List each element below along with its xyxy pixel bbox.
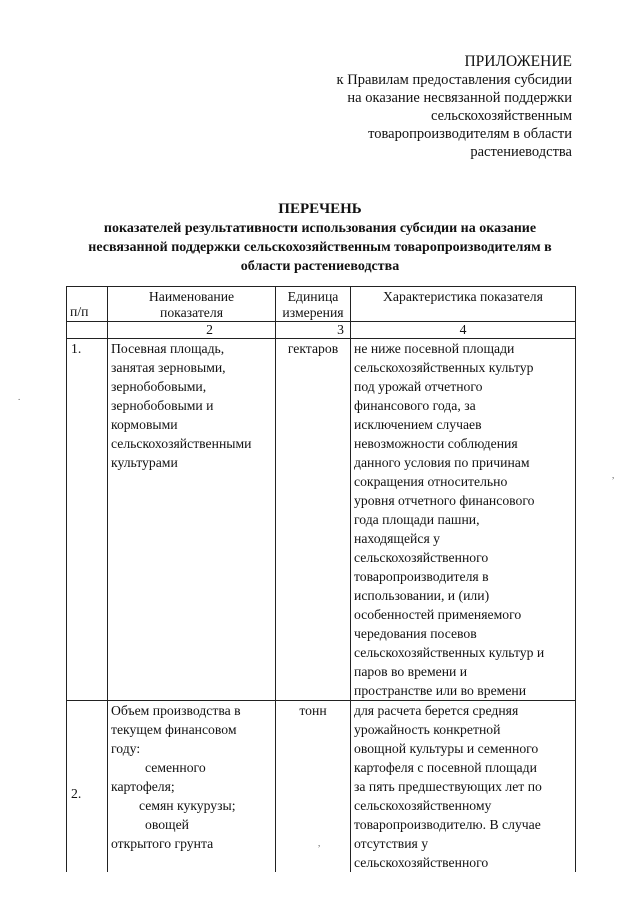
column-number <box>67 322 108 339</box>
row-name-line: кормовыми <box>111 417 178 432</box>
row-desc-line: чередования посевов <box>354 626 477 641</box>
appendix-line: товаропроизводителям в области <box>368 126 572 142</box>
header-num: п/п <box>67 287 108 322</box>
row-desc-line: товаропроизводителя в <box>354 569 489 584</box>
row-name-line: году: <box>111 741 141 756</box>
appendix-heading: ПРИЛОЖЕНИЕ <box>464 53 572 70</box>
column-numbers-row <box>67 322 576 339</box>
appendix-line: растениеводства <box>470 144 572 160</box>
row-desc <box>351 701 576 873</box>
row-desc-line: сельскохозяйственного <box>354 550 489 565</box>
row-desc-line: отсутствия у <box>354 836 429 851</box>
row-desc-line: урожайность конкретной <box>354 722 501 737</box>
row-desc-line: особенностей применяемого <box>354 607 522 622</box>
row-desc-line: сельскохозяйственных культур <box>354 360 534 375</box>
row-desc-line: для расчета берется средняя <box>354 703 519 718</box>
row-desc-line: сельскохозяйственных культур и <box>354 645 545 660</box>
title-sub-line: области растениеводства <box>240 259 400 274</box>
table-row <box>67 339 576 701</box>
row-name-line: картофеля; <box>111 779 175 794</box>
row-desc-line: уровня отчетного финансового <box>354 493 535 508</box>
row-desc-line: сокращения относительно <box>354 474 508 489</box>
row-desc-line: сельскохозяйственного <box>354 855 489 870</box>
row-desc-line: исключением случаев <box>354 417 482 432</box>
row-desc-line: под урожай отчетного <box>354 379 483 394</box>
row-name <box>108 701 276 873</box>
appendix-line: на оказание несвязанной поддержки <box>347 90 572 106</box>
row-unit: тонн <box>276 701 351 873</box>
row-name <box>108 339 276 701</box>
row-unit: гектаров <box>276 339 351 701</box>
row-name-line: зернобобовыми, <box>111 379 207 394</box>
row-name-line: текущем финансовом <box>111 722 237 737</box>
appendix-line: сельскохозяйственным <box>430 108 572 124</box>
row-name-line: Посевная площадь, <box>111 341 225 356</box>
row-desc-line: за пять предшествующих лет по <box>354 779 542 794</box>
column-number: 3 <box>276 322 351 339</box>
row-desc-line: невозможности соблюдения <box>354 436 518 451</box>
row-desc-line: товаропроизводителю. В случае <box>354 817 541 832</box>
row-desc-line: картофеля с посевной площади <box>354 760 537 775</box>
title-sub-line: показателей результативности использования субсидии на оказание <box>103 221 537 236</box>
row-name-line: Объем производства в <box>111 703 241 718</box>
appendix-block <box>242 52 572 161</box>
title-main: ПЕРЕЧЕНЬ <box>278 201 362 217</box>
row-number: 1. <box>67 339 108 701</box>
row-desc <box>351 339 576 701</box>
row-desc-line: пространстве или во времени <box>354 683 527 698</box>
scan-speck: . <box>18 392 21 402</box>
row-desc-line: сельскохозяйственному <box>354 798 492 813</box>
row-desc-line: года площади пашни, <box>354 512 480 527</box>
table-row <box>67 701 576 873</box>
header-name-line: Наименование <box>148 289 235 304</box>
row-desc-line: находящейся у <box>354 531 441 546</box>
header-unit-line: измерения <box>282 305 344 320</box>
header-name-line: показателя <box>160 305 223 320</box>
row-desc-line: данного условия по причинам <box>354 455 530 470</box>
row-name-line: открытого грунта <box>111 836 214 851</box>
table-header-row <box>67 287 576 322</box>
column-number: 4 <box>351 322 576 339</box>
row-desc-line: паров во времени и <box>354 664 468 679</box>
row-name-line: семенного <box>145 760 206 775</box>
header-desc: Характеристика показателя <box>351 287 576 322</box>
header-name <box>108 287 276 322</box>
header-unit-line: Единица <box>287 289 339 304</box>
row-desc-line: овощной культуры и семенного <box>354 741 539 756</box>
indicators-table <box>66 286 576 872</box>
row-desc-line: финансового года, за <box>354 398 476 413</box>
row-name-line: зернобобовыми и <box>111 398 214 413</box>
row-number: 2. <box>67 701 108 873</box>
row-desc-line: использовании, и (или) <box>354 588 490 603</box>
scan-speck: , <box>612 470 615 480</box>
document-title <box>40 200 600 276</box>
row-name-line: культурами <box>111 455 178 470</box>
row-name-line: сельскохозяйственными <box>111 436 252 451</box>
header-unit <box>276 287 351 322</box>
column-number: 2 <box>108 322 276 339</box>
scan-speck: , <box>318 838 321 848</box>
row-name-line: овощей <box>145 817 189 832</box>
appendix-line: к Правилам предоставления субсидии <box>336 72 572 88</box>
row-name-line: семян кукурузы; <box>139 798 236 813</box>
title-sub-line: несвязанной поддержки сельскохозяйственным товаропроизводителям в <box>88 240 552 255</box>
row-desc-line: не ниже посевной площади <box>354 341 515 356</box>
row-name-line: занятая зерновыми, <box>111 360 226 375</box>
